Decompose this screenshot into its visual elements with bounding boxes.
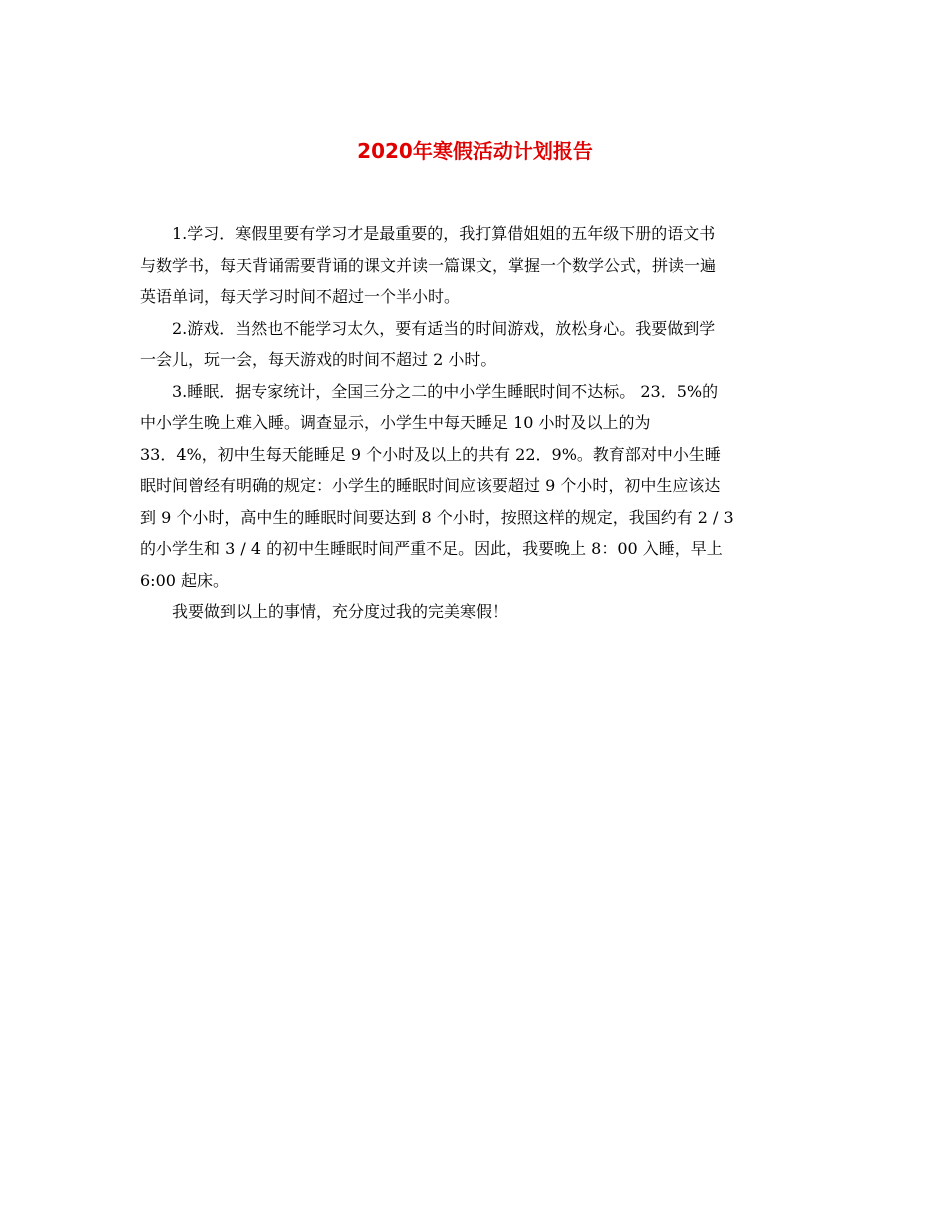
paragraph-line: 中小学生晚上难入睡。调查显示，小学生中每天睡足 10 小时及以上的为	[140, 413, 651, 432]
document-body	[140, 218, 812, 628]
paragraph-line: 的小学生和 3 / 4 的初中生睡眠时间严重不足。因此，我要晚上 8：00 入睡，早上	[140, 539, 723, 558]
paragraph-line: 一会儿，玩一会，每天游戏的时间不超过 2 小时。	[140, 350, 497, 369]
paragraph-line: 到 9 个小时，高中生的睡眠时间要达到 8 个小时，按照这样的规定，我国约有 2 / 3	[140, 507, 734, 527]
paragraph-line: 与数学书，每天背诵需要背诵的课文并读一篇课文，掌握一个数学公式，拼读一遍	[140, 255, 717, 275]
paragraph-line: 3.睡眠．据专家统计，全国三分之二的中小学生睡眠时间不达标。 23．5%的	[172, 381, 719, 401]
paragraph-line: 2.游戏．当然也不能学习太久，要有适当的时间游戏，放松身心。我要做到学	[172, 318, 716, 338]
paragraph-games	[140, 313, 812, 376]
paragraph-line: 英语单词，每天学习时间不超过一个半小时。	[140, 287, 461, 306]
paragraph-study	[140, 218, 812, 313]
document-title: 2020年寒假活动计划报告	[357, 139, 593, 163]
paragraph-sleep	[140, 376, 812, 597]
paragraph-line: 眠时间曾经有明确的规定：小学生的睡眠时间应该要超过 9 个小时，初中生应该达	[140, 476, 721, 495]
paragraph-line: 1.学习．寒假里要有学习才是最重要的，我打算借姐姐的五年级下册的语文书	[172, 224, 716, 243]
paragraph-conclusion	[140, 596, 812, 628]
paragraph-line: 6:00 起床。	[140, 570, 230, 590]
paragraph-line: 33．4%，初中生每天能睡足 9 个小时及以上的共有 22．9%。教育部对中小生睡	[140, 444, 721, 464]
paragraph-line: 我要做到以上的事情，充分度过我的完美寒假！	[172, 602, 509, 621]
